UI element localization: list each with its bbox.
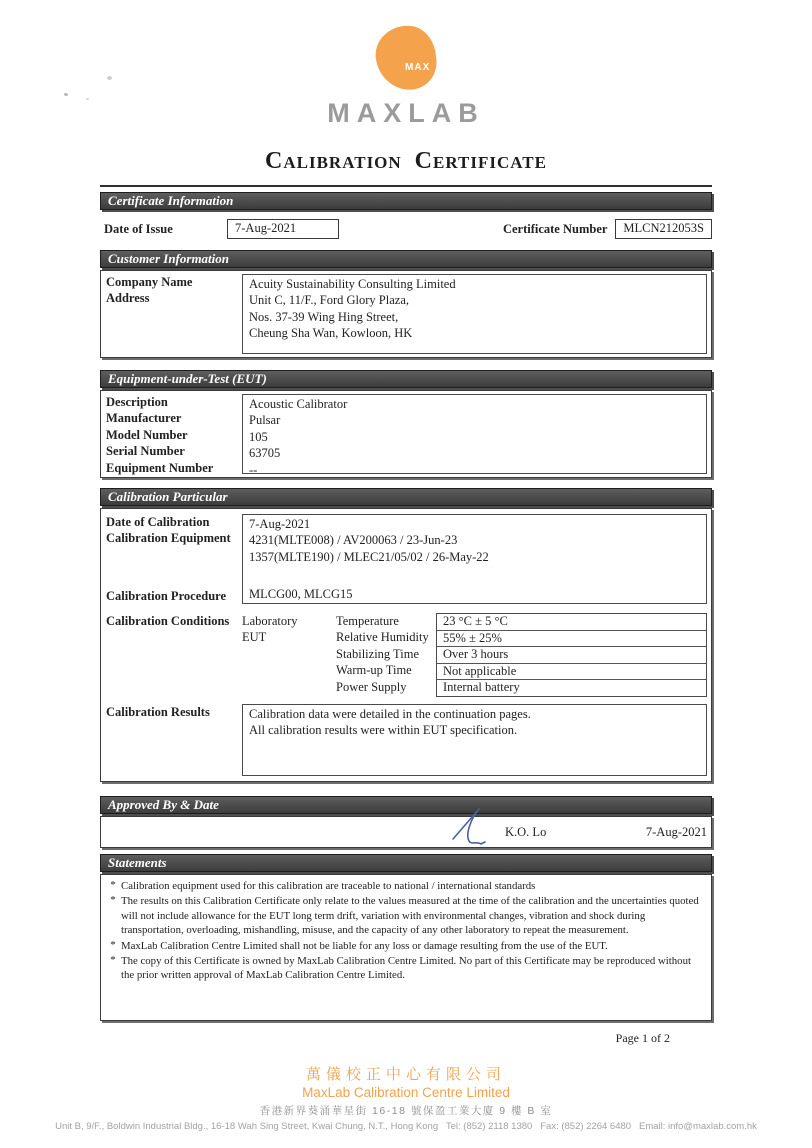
footer-address-zh: 香港新界葵涌華星街 16-18 號保盈工業大廈 9 樓 B 室 (259, 1105, 553, 1117)
section-heading-customer-information: Customer Information (100, 250, 712, 268)
page-number: Page 1 of 2 (615, 1030, 670, 1045)
address-line: Cheung Sha Wan, Kowloon, HK (249, 326, 413, 341)
maxlab-logo-mark (373, 23, 439, 93)
eut-box (100, 390, 712, 478)
statement-text: Calibration equipment used for this calibration are traceable to national / international standards (121, 879, 536, 892)
calibration-dates-values (242, 514, 707, 604)
footer-address-en: Unit B, 9/F., Boldwin Industrial Bldg., 16-18 Wah Sing Street, Kwai Chung, N.T., Hong Kong Tel: (852) 2118 1380 Fax: (852) 2264 6480 Email: info@maxlab.com.hk (55, 1121, 757, 1132)
footer-company-name-zh: 萬儀校正中心有限公司 (305, 1066, 506, 1083)
calibration-dates-block (101, 511, 711, 607)
title-rule (100, 185, 712, 187)
calibration-dates-labels (101, 511, 242, 607)
calibration-particular-box (100, 508, 712, 782)
condition-value: Over 3 hours (437, 647, 706, 664)
footer-company-name-en: MaxLab Calibration Centre Limited (302, 1085, 510, 1100)
statement-text: MaxLab Calibration Centre Limited shall not be liable for any loss or damage resulting from the use of the EUT. (121, 939, 608, 952)
customer-info-box (100, 270, 712, 358)
condition-name: Warm-up Time (336, 663, 412, 678)
statement-item (105, 879, 701, 893)
certificate-number-value: MLCN212053S (615, 219, 712, 239)
bullet-asterisk: * (110, 938, 116, 951)
calibration-conditions-label-col (101, 610, 242, 697)
calibration-procedure-label: Calibration Procedure (106, 588, 227, 603)
statement-item (105, 954, 701, 983)
condition-group: EUT (242, 630, 267, 645)
bullet-asterisk: * (110, 878, 116, 891)
section-heading-statements: Statements (100, 854, 712, 872)
calibration-results-label-col (101, 701, 242, 779)
company-name-label: Company Name (106, 275, 193, 289)
approver-name: K.O. Lo (505, 824, 547, 839)
footer (0, 1063, 812, 1132)
condition-name: Temperature (336, 614, 399, 628)
address-label: Address (106, 291, 150, 306)
maxlab-logo (0, 26, 812, 129)
serial-number-value: 63705 (249, 446, 281, 461)
condition-name: Power Supply (336, 679, 407, 694)
calibration-results-line: All calibration results were within EUT specification. (249, 723, 518, 738)
bullet-asterisk: * (110, 894, 116, 907)
condition-name: Relative Humidity (336, 630, 429, 645)
customer-info-values (242, 274, 707, 354)
condition-value: 23 °C ± 5 °C (437, 614, 706, 631)
equipment-number-value: -- (249, 462, 258, 477)
condition-value: 55% ± 25% (437, 631, 706, 648)
section-heading-eut: Equipment-under-Test (EUT) (100, 370, 712, 388)
calibration-conditions-label: Calibration Conditions (106, 614, 230, 628)
condition-value: Not applicable (437, 664, 706, 681)
certificate-info-row (100, 217, 712, 241)
conditions-value-col (436, 613, 707, 697)
approval-box (100, 816, 712, 848)
equipment-number-label: Equipment Number (106, 460, 214, 475)
condition-value: Internal battery (443, 680, 520, 695)
certificate-body (100, 192, 712, 1046)
eut-labels (101, 391, 242, 477)
condition-group: Laboratory (242, 614, 298, 628)
calibration-results-label: Calibration Results (106, 704, 210, 719)
statement-text: The copy of this Certificate is owned by MaxLab Calibration Centre Limited. No part of this Certificate may be reproduced without the prior written approval of MaxLab Calibration Centre Limited. (121, 955, 691, 982)
bullet-asterisk: * (110, 954, 116, 966)
serial-number-label: Serial Number (106, 444, 185, 459)
date-of-calibration-label: Date of Calibration (106, 515, 210, 529)
customer-info-labels (101, 271, 242, 357)
date-of-issue-label: Date of Issue (104, 221, 173, 236)
section-heading-calibration-particular: Calibration Particular (100, 488, 712, 506)
approver-signature (449, 803, 503, 849)
certificate-number-label: Certificate Number (502, 221, 608, 236)
company-name-value: Acuity Sustainability Consulting Limited (249, 277, 456, 291)
conditions-group-col (242, 610, 336, 697)
description-value: Acoustic Calibrator (249, 397, 348, 411)
calibration-results-line: Calibration data were detailed in the continuation pages. (249, 706, 531, 721)
calibration-equipment-line: 4231(MLTE008) / AV200063 / 23-Jun-23 (249, 533, 458, 548)
description-label: Description (106, 395, 168, 409)
date-of-issue-value: 7-Aug-2021 (227, 219, 339, 239)
calibration-results-values (242, 704, 707, 776)
address-line: Unit C, 11/F., Ford Glory Plaza, (249, 293, 409, 308)
model-number-label: Model Number (106, 427, 188, 442)
calibration-conditions-block (101, 610, 711, 697)
section-heading-certificate-information: Certificate Information (100, 192, 712, 210)
approval-date: 7-Aug-2021 (645, 824, 707, 839)
date-of-calibration-value: 7-Aug-2021 (249, 517, 311, 531)
manufacturer-label: Manufacturer (106, 411, 182, 426)
eut-values (242, 394, 707, 477)
statement-item (105, 894, 701, 937)
statements-box (100, 874, 712, 1021)
condition-name: Stabilizing Time (336, 646, 420, 661)
model-number-value: 105 (249, 429, 268, 444)
calibration-results-block (101, 701, 711, 779)
manufacturer-value: Pulsar (249, 413, 281, 428)
address-line: Nos. 37-39 Wing Hing Street, (249, 309, 399, 324)
calibration-equipment-line: 1357(MLTE190) / MLEC21/05/02 / 26-May-22 (249, 549, 489, 564)
statement-text: The results on this Calibration Certificate only relate to the values measured at the time of the calibration and the uncertainties quoted will not include allowance for the EUT long term drift, variation with environmental changes, vibration and shock during transportation, overloading, mishandling, misuse, and the capacity of any other laboratory to repeat the measurement. (121, 895, 699, 937)
conditions-name-col (336, 610, 436, 697)
logo-max-text: MAX (404, 61, 431, 73)
section-heading-approved-by: Approved By & Date (100, 796, 712, 814)
statement-item (105, 939, 701, 953)
page-title: Calibration Certificate (265, 148, 547, 174)
calibration-equipment-label: Calibration Equipment (106, 531, 231, 546)
logo-wordmark: MAXLAB (327, 98, 485, 128)
calibration-procedure-value: MLCG00, MLCG15 (249, 586, 353, 601)
